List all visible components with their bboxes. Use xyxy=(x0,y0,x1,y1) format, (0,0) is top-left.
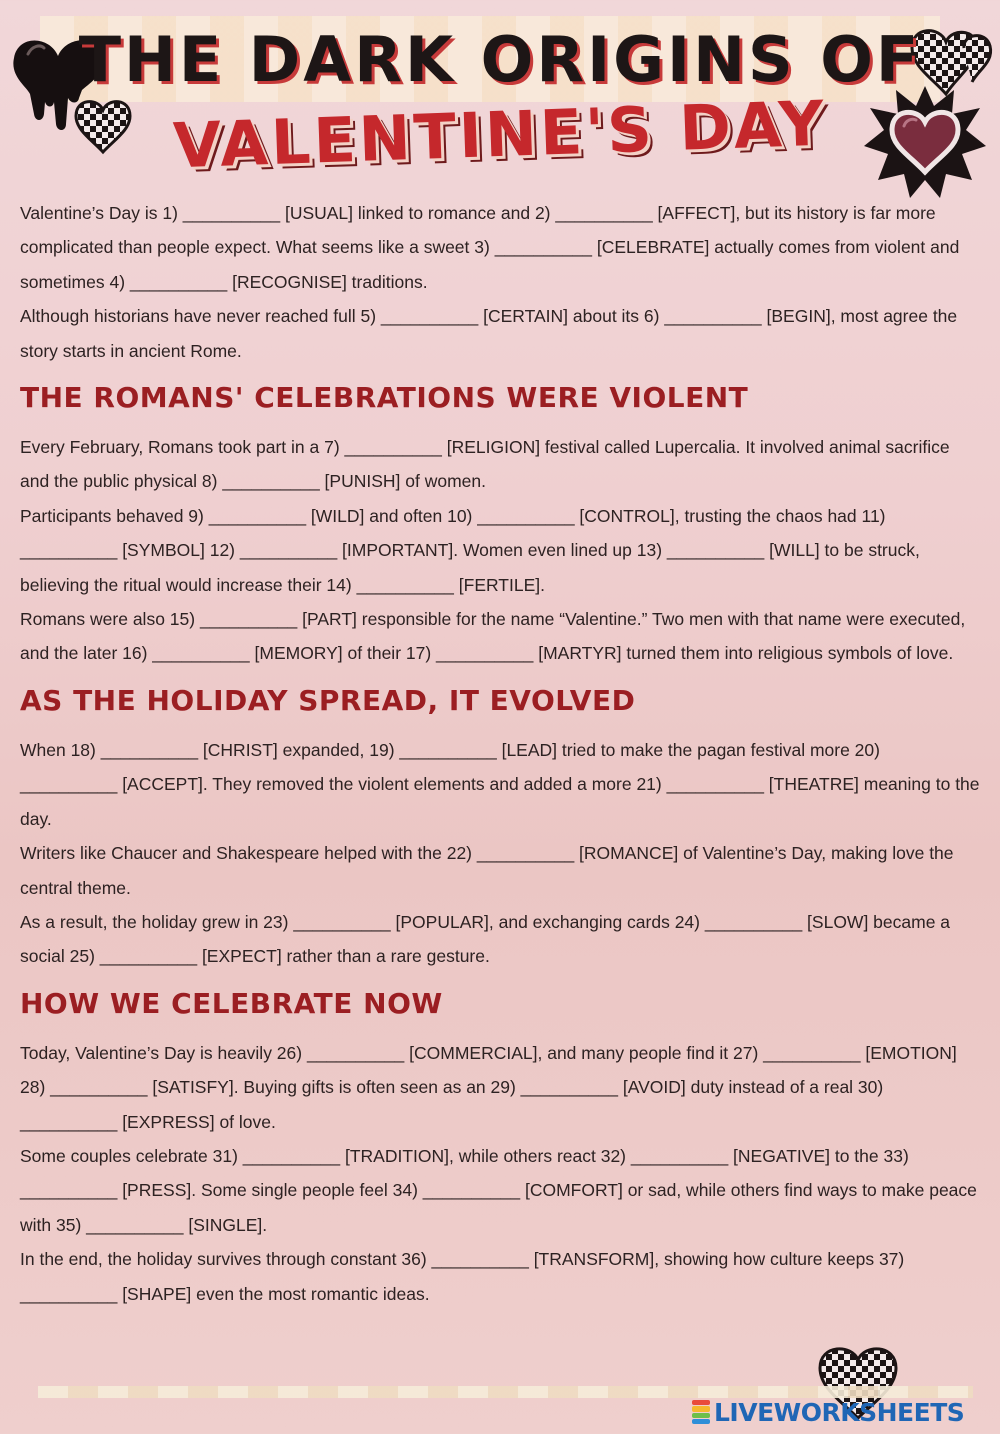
paragraph: Writers like Chaucer and Shakespeare helped with the 22) __________ [ROMANCE] of Valentine’s Day, making love the central theme. xyxy=(20,843,954,898)
section-now xyxy=(20,986,982,1311)
section-romans xyxy=(20,380,982,671)
paragraph: Romans were also 15) __________ [PART] responsible for the name “Valentine.” Two men with that name were executed, and the later 16) __________ [MEMORY] of their 17) __________ [MARTYR] turned them into religious symbols of love. xyxy=(20,609,966,664)
paragraph: Today, Valentine’s Day is heavily 26) __________ [COMMERCIAL], and many people find it 27) __________ [EMOTION] 28) __________ [SATISFY]. Buying gifts is often seen as an 29) __________ [AVOID] duty instead of a real 30) __________ [EXPRESS] of love. xyxy=(20,1042,957,1132)
section-heading: THE ROMANS' CELEBRATIONS WERE VIOLENT xyxy=(20,381,749,415)
section-evolved xyxy=(20,683,982,974)
section-heading: HOW WE CELEBRATE NOW xyxy=(20,986,443,1020)
liveworksheets-logo-text: LIVEWORKSHEETS xyxy=(714,1397,965,1427)
worksheet-body xyxy=(20,196,982,1311)
paragraph: When 18) __________ [CHRIST] expanded, 19) __________ [LEAD] tried to make the pagan festival more 20) __________ [ACCEPT]. They removed the violent elements and added a more 21) __________ [THEATRE] meaning to the day. xyxy=(20,739,980,829)
paragraph: As a result, the holiday grew in 23) __________ [POPULAR], and exchanging cards 24) __________ [SLOW] became a social 25) __________ [EXPECT] rather than a rare gesture. xyxy=(20,911,951,967)
liveworksheets-logo[interactable] xyxy=(692,1394,992,1430)
paragraph: Participants behaved 9) __________ [WILD] and often 10) __________ [CONTROL], trusting the chaos had 11) __________ [SYMBOL] 12) __________ [IMPORTANT]. Women even lined up 13) __________ [WILL] to be struck, believing the ritual would increase their 14) __________ [FERTILE]. xyxy=(20,505,920,595)
paragraph: Valentine’s Day is 1) __________ [USUAL] linked to romance and 2) __________ [AFFECT], but its history is far more complicated than people expect. What seems like a sweet 3) __________ [CELEBRATE] actually comes from violent and sometimes 4) __________ [RECOGNISE] traditions. xyxy=(20,203,960,292)
section-intro xyxy=(20,196,982,368)
paragraph: Although historians have never reached full 5) __________ [CERTAIN] about its 6) __________ [BEGIN], most agree the story starts in ancient Rome. xyxy=(20,306,958,361)
title-line-1: THE DARK ORIGINS OF xyxy=(78,23,922,96)
liveworksheets-logo-icon xyxy=(692,1400,710,1424)
paragraph: In the end, the holiday survives through constant 36) __________ [TRANSFORM], showing how culture keeps 37) __________ [SHAPE] even the most romantic ideas. xyxy=(20,1249,905,1304)
worksheet-title xyxy=(0,23,1000,183)
section-heading: AS THE HOLIDAY SPREAD, IT EVOLVED xyxy=(20,683,636,717)
paragraph: Every February, Romans took part in a 7) __________ [RELIGION] festival called Lupercalia. It involved animal sacrifice and the public physical 8) __________ [PUNISH] of women. xyxy=(20,437,950,492)
paragraph: Some couples celebrate 31) __________ [TRADITION], while others react 32) __________ [NEGATIVE] to the 33) __________ [PRESS]. Some single people feel 34) __________ [COMFORT] or sad, while others find ways to make peace with 35) __________ [SINGLE]. xyxy=(20,1145,977,1235)
title-line-2: VALENTINE'S DAY xyxy=(172,86,828,183)
